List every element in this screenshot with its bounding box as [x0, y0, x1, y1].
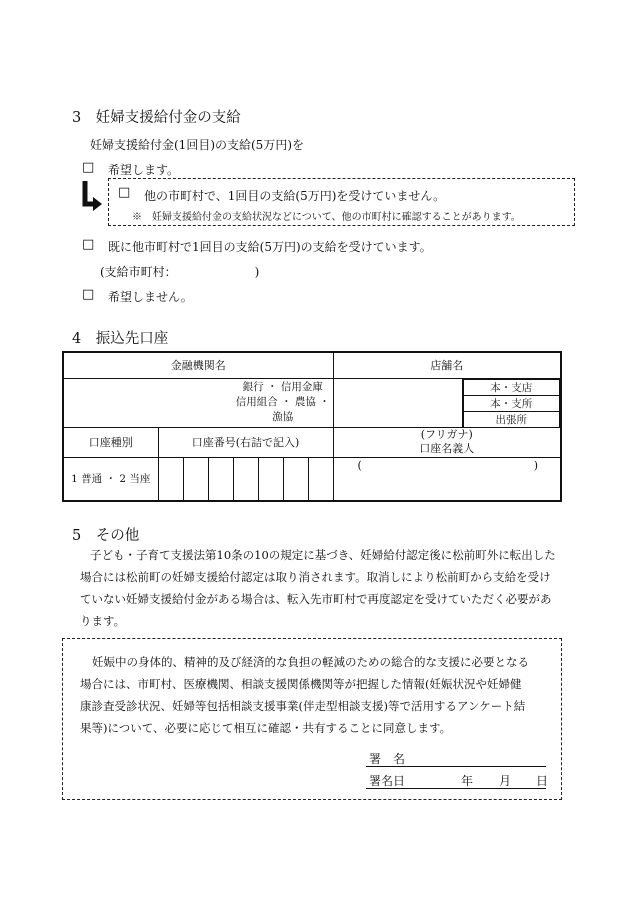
section-3-heading: 3 妊婦支援給付金の支給	[72, 110, 241, 126]
section-3-intro: 妊婦支援給付金(1回目)の支給(5万円)を	[90, 138, 304, 152]
signature-label: 署 名	[369, 752, 406, 766]
date-month-label: 月	[499, 774, 512, 788]
bank-type-line-1: 銀行 ・ 信用金庫	[242, 381, 323, 393]
consent-line-4: 果等)について、必要に応じて相互に確認・共有することに同意します。	[80, 721, 452, 735]
account-digit-7[interactable]	[308, 457, 333, 501]
checkbox-already-received[interactable]: □	[82, 237, 95, 252]
arrow-down-right-icon	[80, 180, 104, 214]
bank-name-input[interactable]	[63, 378, 233, 427]
account-digit-4[interactable]	[233, 457, 258, 501]
account-digit-3[interactable]	[208, 457, 233, 501]
account-number-header: 口座番号(右詰で記入)	[158, 427, 333, 457]
branch-type-cell	[462, 378, 561, 427]
option-wish-label: 希望します。	[108, 163, 180, 177]
section-5-line-1: 子ども・子育て支援法第10条の10の規定に基づき、妊婦給付認定後に松前町外に転出した	[90, 548, 556, 562]
account-holder-input[interactable]	[333, 457, 561, 501]
bank-name-header: 金融機関名	[63, 352, 333, 378]
signature-line[interactable]	[366, 766, 546, 767]
account-digit-2[interactable]	[183, 457, 208, 501]
bank-type-options[interactable]	[233, 378, 333, 427]
kana-label: (フリガナ)	[420, 428, 473, 441]
section-5-heading: 5 その他	[72, 528, 140, 544]
account-type-options[interactable]: 1 普通 ・ 2 当座	[63, 457, 158, 501]
option-already-received-label: 既に他市町村で1回目の支給(5万円)の支給を受けています。	[108, 240, 432, 254]
account-digit-6[interactable]	[283, 457, 308, 501]
checkbox-wish[interactable]: □	[82, 160, 95, 175]
account-holder-header	[333, 427, 561, 457]
kana-paren-open: (	[357, 458, 362, 472]
section-5-line-3: ていない妊婦支援給付金がある場合は、転入先市町村で再度認定を受けていただく必要があ	[80, 592, 552, 606]
branch-type-shuchojo[interactable]: 出張所	[463, 411, 560, 427]
consent-line-3: 康診査受診状況、妊婦等包括相談支援事業(伴走型相談支援)等で活用するアンケート結	[80, 699, 526, 713]
account-holder-label: 口座名義人	[419, 442, 475, 455]
sub-option-label: 他の市町村で、1回目の支給(5万円)を受けていません。	[144, 189, 446, 203]
bank-type-line-3: 漁協	[272, 411, 294, 423]
date-year-label: 年	[461, 774, 474, 788]
section-5-line-4: ります。	[80, 614, 126, 628]
date-label: 署名日	[369, 774, 406, 788]
consent-line-2: 場合には、市町村、医療機関、相談支援関係機関等が把握した情報(妊娠状況や妊婦健	[80, 677, 522, 691]
consent-line-1: 妊娠中の身体的、精神的及び経済的な負担の軽減のための総合的な支援に必要となる	[92, 655, 529, 669]
kana-paren-close: )	[533, 458, 538, 472]
section-5-line-2: 場合には松前町の妊婦支援給付認定は取り消されます。取消しにより松前町から支給を受け	[80, 570, 551, 584]
branch-name-input[interactable]	[333, 378, 462, 427]
account-digit-5[interactable]	[258, 457, 283, 501]
checkbox-no[interactable]: □	[82, 287, 95, 302]
account-digit-1[interactable]	[158, 457, 183, 501]
date-day-label: 日	[536, 774, 549, 788]
branch-type-honshiten[interactable]: 本・支店	[463, 379, 560, 395]
branch-type-honshisho[interactable]: 本・支所	[463, 395, 560, 411]
option-no-label: 希望しません。	[108, 290, 193, 304]
account-type-header: 口座種別	[63, 427, 158, 457]
sub-option-note: ※ 妊婦支援給付金の支給状況などについて、他の市町村に確認することがあります。	[132, 212, 521, 223]
date-line[interactable]	[366, 788, 546, 789]
bank-account-table	[62, 351, 562, 502]
municipality-field[interactable]: (支給市町村： )	[100, 265, 260, 279]
bank-type-line-2: 信用組合 ・ 農協 ・	[235, 396, 330, 408]
branch-name-header: 店舗名	[333, 352, 561, 378]
section-4-heading: 4 振込先口座	[72, 331, 169, 347]
checkbox-not-received[interactable]: □	[118, 185, 131, 200]
